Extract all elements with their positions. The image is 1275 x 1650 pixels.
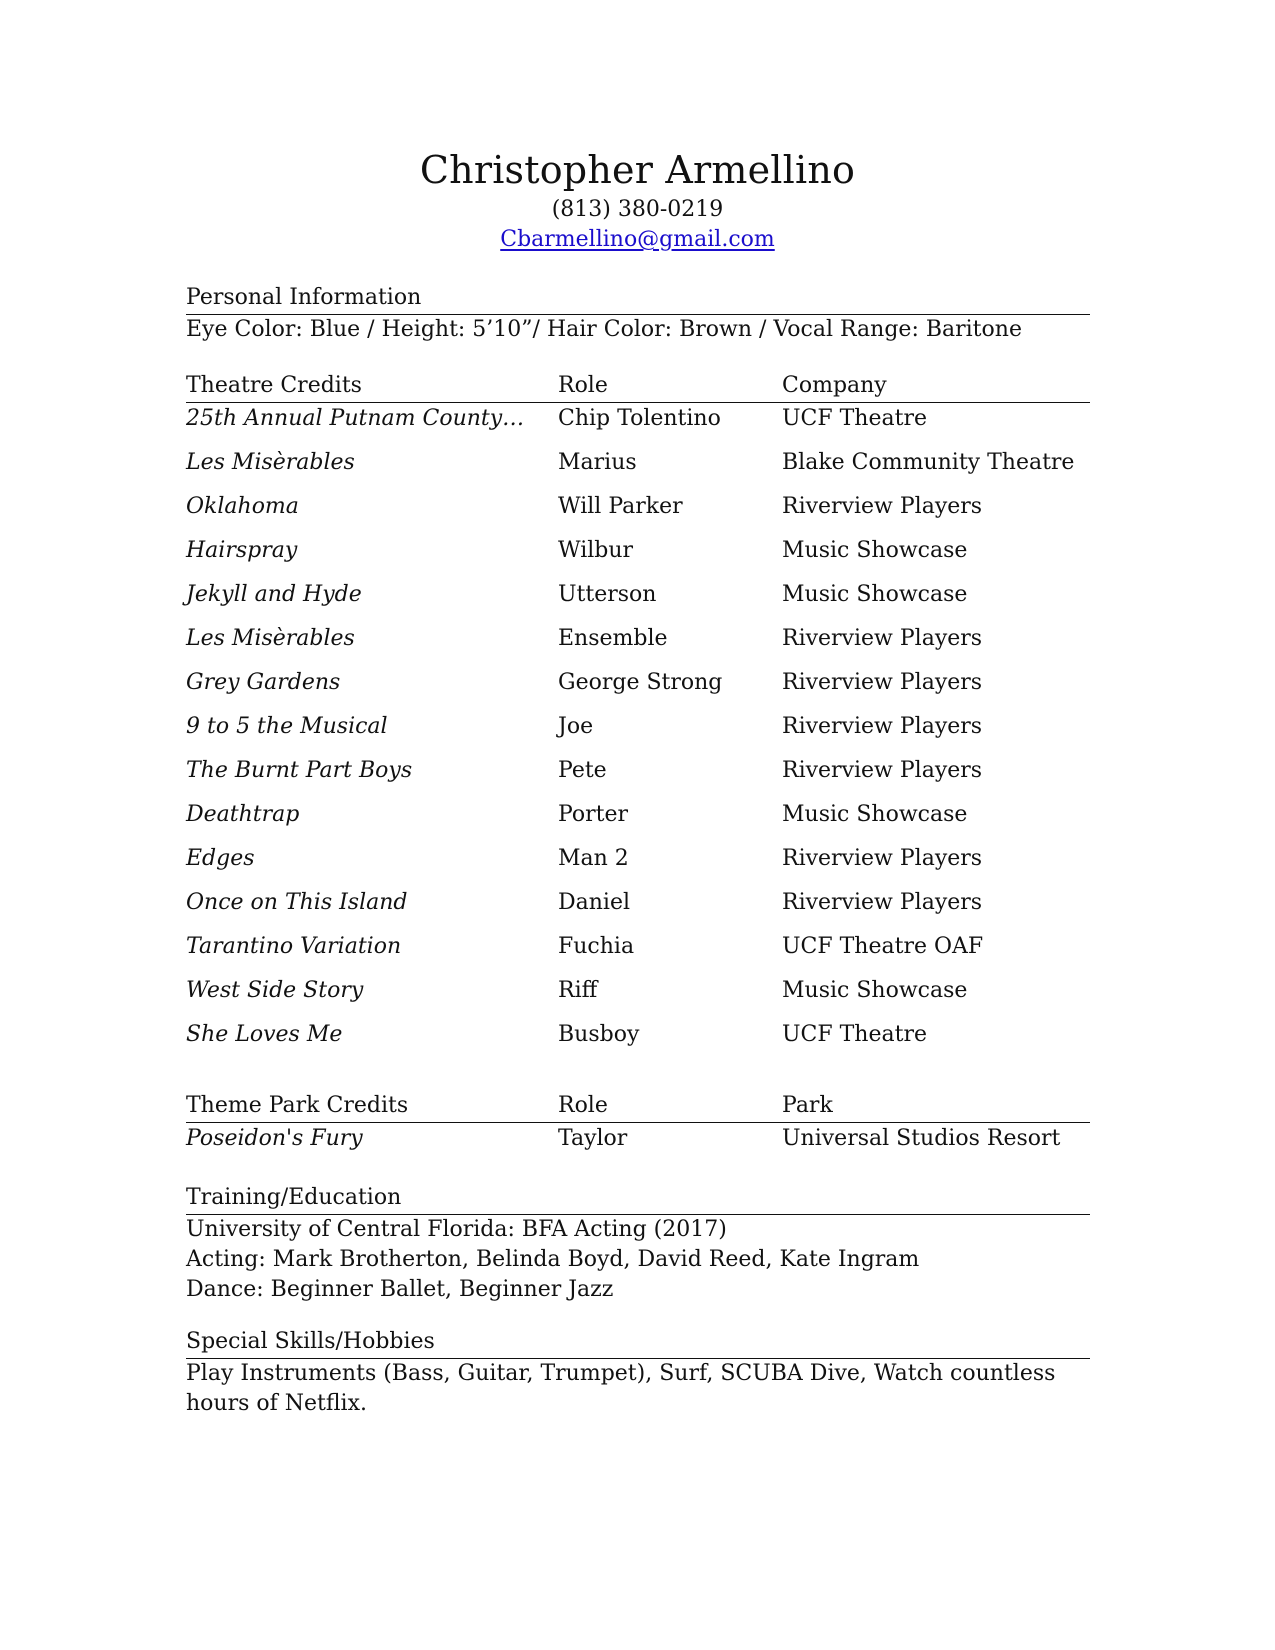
theatre-credit-row — [186, 799, 1090, 843]
theatre-credits-list — [186, 403, 1090, 1063]
role-name: Fuchia — [558, 934, 635, 959]
role-name: Wilbur — [558, 538, 634, 563]
candidate-name: Christopher Armellino — [419, 148, 856, 192]
production-title: Deathtrap — [186, 802, 300, 827]
role-name: Riff — [558, 978, 598, 1003]
production-title: Oklahoma — [186, 494, 299, 519]
theme-park-col-title: Theme Park Credits — [186, 1093, 409, 1118]
production-title: Once on This Island — [186, 890, 408, 915]
production-title: West Side Story — [186, 978, 364, 1003]
company-name: UCF Theatre — [782, 1022, 927, 1047]
company-name: Riverview Players — [782, 846, 983, 871]
production-title: Edges — [186, 846, 255, 871]
company-name: Universal Studios Resort — [782, 1126, 1061, 1151]
production-title: 25th Annual Putnam County… — [186, 406, 525, 431]
role-name: Porter — [558, 802, 629, 827]
production-title: Grey Gardens — [186, 670, 341, 695]
theatre-credit-row — [186, 887, 1090, 931]
theatre-role-col-title: Role — [558, 373, 608, 398]
role-name: Daniel — [558, 890, 631, 915]
production-title: Tarantino Variation — [186, 934, 402, 959]
skills-heading — [186, 1326, 1090, 1359]
company-name: UCF Theatre — [782, 406, 927, 431]
company-name: Riverview Players — [782, 714, 983, 739]
role-name: Pete — [558, 758, 607, 783]
production-title: Hairspray — [186, 538, 298, 563]
theatre-credit-row — [186, 667, 1090, 711]
theatre-credit-row — [186, 623, 1090, 667]
theatre-credit-row — [186, 931, 1090, 975]
skills-section — [186, 1326, 1090, 1419]
phone-number: (813) 380-0219 — [551, 197, 724, 222]
theme-park-section — [186, 1090, 1090, 1167]
email-line — [0, 226, 1275, 254]
skills-text: Play Instruments (Bass, Guitar, Trumpet), Surf, SCUBA Dive, Watch countless hours of Netflix. — [186, 1361, 1056, 1416]
theatre-credit-row — [186, 843, 1090, 887]
training-line: Acting: Mark Brotherton, Belinda Boyd, David Reed, Kate Ingram — [186, 1247, 920, 1272]
production-title: The Burnt Part Boys — [186, 758, 413, 783]
theme-park-credit-row — [186, 1123, 1090, 1167]
company-name: UCF Theatre OAF — [782, 934, 984, 959]
theatre-credit-row — [186, 975, 1090, 1019]
company-name: Riverview Players — [782, 890, 983, 915]
email-link[interactable]: Cbarmellino@gmail.com — [500, 227, 775, 252]
role-name: Joe — [558, 714, 594, 739]
theatre-credits-col-title: Theatre Credits — [186, 373, 362, 398]
theatre-credits-header — [186, 370, 1090, 403]
company-name: Riverview Players — [782, 758, 983, 783]
company-name: Riverview Players — [782, 494, 983, 519]
production-title: Les Misèrables — [186, 626, 355, 651]
role-name: Chip Tolentino — [558, 406, 721, 431]
company-name: Music Showcase — [782, 582, 968, 607]
personal-info-text: Eye Color: Blue / Height: 5’10”/ Hair Color: Brown / Vocal Range: Baritone — [186, 317, 1022, 342]
theatre-credit-row — [186, 535, 1090, 579]
company-name: Music Showcase — [782, 802, 968, 827]
theme-park-park-col-title: Park — [782, 1093, 833, 1118]
theatre-company-col-title: Company — [782, 373, 887, 398]
theme-park-list — [186, 1123, 1090, 1167]
role-name: Utterson — [558, 582, 657, 607]
training-heading-text: Training/Education — [186, 1185, 402, 1210]
role-name: Taylor — [558, 1126, 628, 1151]
role-name: George Strong — [558, 670, 723, 695]
role-name: Will Parker — [558, 494, 683, 519]
theatre-credit-row — [186, 447, 1090, 491]
training-heading — [186, 1182, 1090, 1215]
theatre-credit-row — [186, 491, 1090, 535]
theatre-credit-row — [186, 1019, 1090, 1063]
theme-park-role-col-title: Role — [558, 1093, 608, 1118]
company-name: Riverview Players — [782, 670, 983, 695]
production-title: 9 to 5 the Musical — [186, 714, 388, 739]
company-name: Music Showcase — [782, 538, 968, 563]
production-title: She Loves Me — [186, 1022, 343, 1047]
training-line: University of Central Florida: BFA Acting (2017) — [186, 1217, 727, 1242]
training-section — [186, 1182, 1090, 1305]
role-name: Marius — [558, 450, 637, 475]
theatre-credits-section — [186, 370, 1090, 1063]
theatre-credit-row — [186, 711, 1090, 755]
theatre-credit-row — [186, 755, 1090, 799]
theatre-credit-row — [186, 579, 1090, 623]
personal-info-heading-text: Personal Information — [186, 285, 422, 310]
skills-heading-text: Special Skills/Hobbies — [186, 1329, 435, 1354]
training-lines — [186, 1215, 1090, 1305]
role-name: Busboy — [558, 1022, 640, 1047]
theatre-credit-row — [186, 403, 1090, 447]
company-name: Music Showcase — [782, 978, 968, 1003]
production-title: Poseidon's Fury — [186, 1126, 363, 1151]
training-line: Dance: Beginner Ballet, Beginner Jazz — [186, 1277, 614, 1302]
role-name: Ensemble — [558, 626, 668, 651]
company-name: Riverview Players — [782, 626, 983, 651]
company-name: Blake Community Theatre — [782, 450, 1075, 475]
personal-info-heading — [186, 282, 1090, 315]
personal-info-section — [186, 282, 1090, 345]
production-title: Les Misèrables — [186, 450, 355, 475]
theme-park-header — [186, 1090, 1090, 1123]
role-name: Man 2 — [558, 846, 629, 871]
production-title: Jekyll and Hyde — [186, 582, 362, 607]
